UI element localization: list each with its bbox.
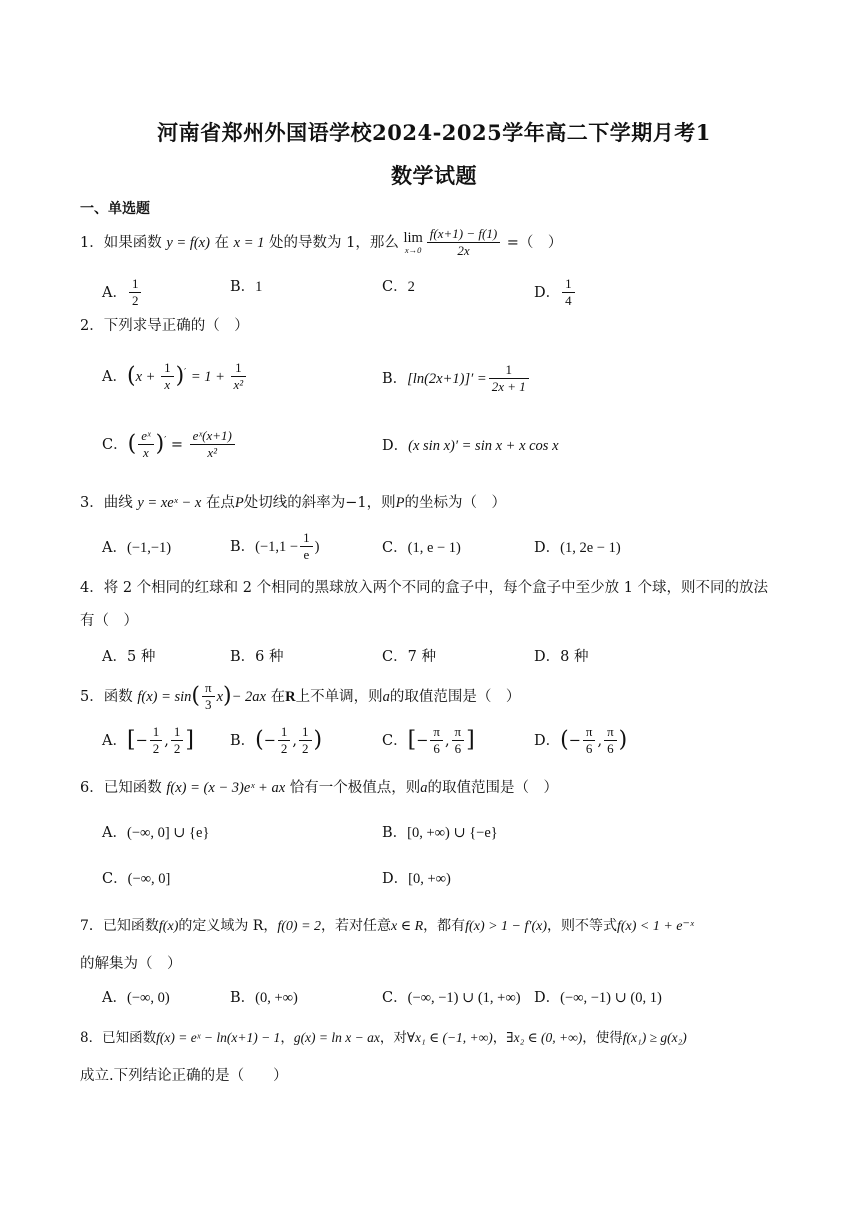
option-d[interactable]: D． $\frac{1}{4}$: [534, 276, 577, 310]
question-number: 1．: [80, 234, 104, 251]
option-c[interactable]: C．7 种: [382, 649, 436, 665]
option-b[interactable]: B．6 种: [230, 649, 284, 665]
question-number: 3．: [80, 495, 104, 511]
option-b[interactable]: B．[0, +∞) ∪ {−e}: [382, 825, 498, 841]
option-c[interactable]: C．(−∞, 0]: [102, 871, 171, 887]
fraction: $\frac{f(x+1) - f(1)}{2x}$: [427, 226, 500, 260]
fraction: $\frac{1}{2}$: [129, 276, 142, 310]
fraction: $\frac{1}{4}$: [562, 276, 575, 310]
option-d[interactable]: D．8 种: [534, 649, 589, 665]
math-expr: y = f(x): [166, 234, 210, 251]
option-d[interactable]: D．(−∞, −1) ∪ (0, 1): [534, 990, 662, 1006]
question-7-line2: 的解集为（ ）: [80, 956, 182, 972]
math-expr: y = xeˣ − x: [137, 495, 202, 511]
question-text: 下列求导正确的（ ）: [103, 318, 249, 334]
question-number: 5．: [80, 688, 104, 705]
option-a[interactable]: A． $\frac{1}{2}$: [102, 276, 143, 310]
question-4-line2: 有（ ）: [80, 613, 138, 629]
option-d[interactable]: D．[0, +∞): [382, 871, 451, 887]
option-c[interactable]: C．( $\frac{\text{eˣ}}{x}$ )′ = $\frac{\text{eˣ(x+1)}}{\text{x²}}$: [102, 428, 237, 462]
option-b[interactable]: B．(0, +∞): [230, 990, 298, 1006]
option-d[interactable]: D．(− $\frac{\pi}{6}$ , $\frac{\pi}{6}$ ): [534, 724, 628, 757]
option-d[interactable]: D．(x sin x)′ = sin x + x cos x: [382, 438, 559, 454]
math-expr: x = 1: [233, 234, 265, 251]
question-number: 6．: [80, 780, 104, 796]
page-title: 河南省郑州外国语学校2024-2025学年高二下学期月考1: [157, 120, 711, 145]
question-5: 5．函数 f(x) = sin( $\frac{\pi}{3}$ x)− 2ax 在R上不单调，则a的取值范围是（ ）: [80, 680, 521, 713]
question-number: 4．: [80, 580, 104, 596]
option-a[interactable]: A．(−1,−1): [102, 540, 172, 556]
option-a[interactable]: A．5 种: [102, 649, 156, 665]
question-3: 3．曲线 y = xeˣ − x 在点P处切线的斜率为−1，则P的坐标为（ ）: [80, 495, 506, 511]
question-number: 7．: [80, 918, 103, 934]
option-c[interactable]: C．2: [382, 279, 415, 295]
limit-operator: lim x→0: [403, 230, 423, 255]
question-number: 8．: [80, 1030, 103, 1046]
question-text: 在: [214, 234, 230, 251]
question-8-line2: 成立.下列结论正确的是（ ）: [80, 1068, 288, 1084]
question-8: 8．已知函数f(x) = eˣ − ln(x+1) − 1，g(x) = ln x − ax，对∀x₁ ∈ (−1, +∞)，∃x₂ ∈ (0, +∞)，使得f(x₁) ≥ g(x₂): [80, 1030, 687, 1046]
option-b[interactable]: B．1: [230, 279, 263, 295]
option-c[interactable]: C．[− $\frac{\pi}{6}$ , $\frac{\pi}{6}$ ]: [382, 724, 475, 757]
question-6: 6．已知函数 f(x) = (x − 3)eˣ + ax 恰有一个极值点，则a的取值范围是（ ）: [80, 780, 558, 796]
question-text: =（ ）: [506, 234, 563, 251]
question-text: 处的导数为 1，那么: [269, 234, 399, 251]
question-1: [80, 226, 562, 260]
option-b[interactable]: B．[ln(2x+1)]′ = $\frac{1}{2x + 1}$: [382, 362, 531, 396]
section-heading: 一、单选题: [80, 201, 150, 217]
option-c[interactable]: C．(1, e − 1): [382, 540, 461, 556]
option-a[interactable]: A．[− $\frac{1}{2}$ , $\frac{1}{2}$ ]: [102, 724, 194, 757]
option-c[interactable]: C．(−∞, −1) ∪ (1, +∞): [382, 990, 521, 1006]
option-a[interactable]: A．(−∞, 0] ∪ {e}: [102, 825, 210, 841]
question-4: 4．将 2 个相同的红球和 2 个相同的黑球放入两个不同的盒子中，每个盒子中至少放 1 个球，则不同的放法: [80, 580, 769, 596]
question-text: 如果函数: [103, 234, 162, 251]
page-subtitle: 数学试题: [391, 163, 477, 188]
option-b[interactable]: B．(− $\frac{1}{2}$ , $\frac{1}{2}$ ): [230, 724, 323, 757]
question-number: 2．: [80, 318, 104, 334]
option-a[interactable]: A．(−∞, 0): [102, 990, 170, 1006]
option-d[interactable]: D．(1, 2e − 1): [534, 540, 621, 556]
question-7: 7．已知函数f(x)的定义域为 R，f(0) = 2，若对任意x ∈ R，都有f(x) > 1 − f′(x)，则不等式f(x) < 1 + e⁻ˣ: [80, 918, 694, 934]
option-a[interactable]: A．(x + $\frac{1}{x}$ )′ = 1 + $\frac{1}{\text{x²}}$: [102, 360, 248, 394]
question-2: [80, 318, 249, 335]
option-b[interactable]: B．(−1,1 − $\frac{1}{e}$ ): [230, 530, 320, 563]
